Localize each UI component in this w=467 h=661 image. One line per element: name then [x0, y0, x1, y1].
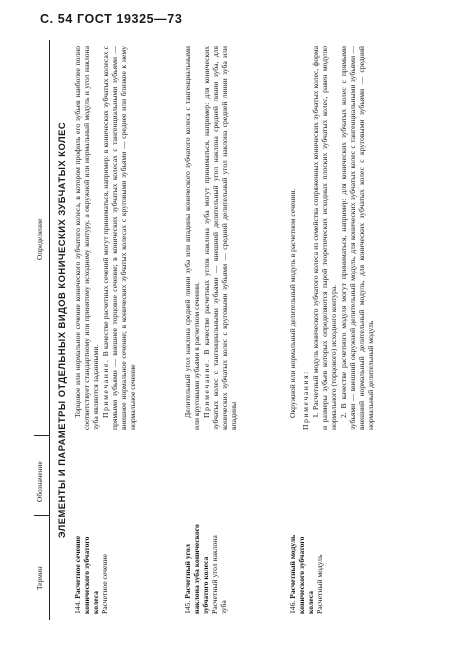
column-header-symbol: Обозначение — [35, 461, 44, 502]
column-header-row — [34, 40, 49, 620]
note-text: В качестве расчетных углов наклона зуба могут приниматься, например: для конических зубчатых колес с тангенциальными зубьями — внешний делительный угол наклона средней линии зуба, для конических зубчатых колес с круговыми зубьями — средний делительный угол наклона средней линии зуба или впадины — [201, 46, 238, 430]
definition-text: Делительный угол наклона средней линии зуба или впадины конического зубчатого колеса с тангенциальными или круговыми зубьями в расчетном сечении. — [183, 46, 201, 430]
term-145 — [184, 522, 229, 614]
column-divider — [34, 435, 49, 436]
term-number: 146. — [288, 600, 297, 614]
term-number: 145. — [183, 600, 192, 614]
note-text: В качестве расчетных сечений могут приниматься, например: в конических зубчатых колесах с прямыми зубьями — внешнее торцовое сечение; в конических зубчатых колесах с тангенциальными зубьями — внешнее нормальное сечение; в конических зубчатых колесах с круговыми зубьями — среднее или близкое к нему нормальное сечение — [100, 46, 137, 430]
term-146 — [289, 522, 325, 614]
rotated-table — [34, 40, 464, 620]
definition-144 — [74, 46, 139, 430]
definition-note — [102, 46, 138, 430]
term-title: Расчетное сечение конического зубчатого колеса — [73, 535, 100, 614]
definition-note — [203, 46, 239, 430]
term-synonym: Расчетный угол наклона зуба — [209, 535, 228, 614]
definition-text: Торцовое или нормальное сечение конического зубчатого колеса, в котором профиль его зубьев наиболее полно соответствует стандартному или принятому исходному контуру, а окружной или нормальный модуль и угол наклона зуба являются заданными. — [73, 46, 100, 430]
column-header-term: Термин — [35, 566, 44, 590]
term-144 — [74, 522, 110, 614]
note-label: Примечание. — [100, 358, 110, 418]
section-title: ЭЛЕМЕНТЫ И ПАРАМЕТРЫ ОТДЕЛЬНЫХ ВИДОВ КОНИЧЕСКИХ ЗУБЧАТЫХ КОЛЕС — [56, 121, 67, 539]
definition-note-1: 1. Расчетный модуль конического зубчатого колеса из семейства сопряженных конических зубчатых колес, форма и размеры зубьев которых определяются парой теоретических исходных плоских зубчатых колес, равен модулю нормального (торцового) исходного контура. — [310, 46, 338, 430]
notes-label-text: Примечания: — [300, 370, 310, 430]
header-rule — [49, 40, 50, 620]
term-number: 144. — [73, 600, 82, 614]
term-synonym: Расчетный модуль — [314, 554, 324, 614]
page-header: С. 54 ГОСТ 19325—73 — [40, 12, 183, 26]
term-title: Расчетный модуль конического зубчатого колеса — [288, 534, 315, 614]
term-title: Расчетный угол наклона зуба конического зубчатого колеса — [183, 524, 210, 614]
definition-145 — [184, 46, 240, 430]
notes-label — [302, 46, 311, 430]
definition-note-2: 2. В качестве расчетного модуля могут приниматься, например: для конических зубчатых колес с прямыми зубьями — внешний окружной делительный модуль, для конических зубчатых колес с тангенциальными зубьями — внешний нормальный делительный модуль, для конических зубчатых колес с круговыми зубьями — средний нормальный делительный модуль — [338, 46, 375, 430]
column-header-definition: Определение — [35, 218, 44, 260]
term-synonym: Расчетное сечение — [99, 554, 109, 614]
column-divider — [34, 515, 49, 516]
note-label: Примечание. — [201, 358, 211, 418]
definition-146 — [289, 46, 377, 430]
definition-text: Окружной или нормальный делительный модуль в расчетном сечении. — [288, 188, 297, 418]
